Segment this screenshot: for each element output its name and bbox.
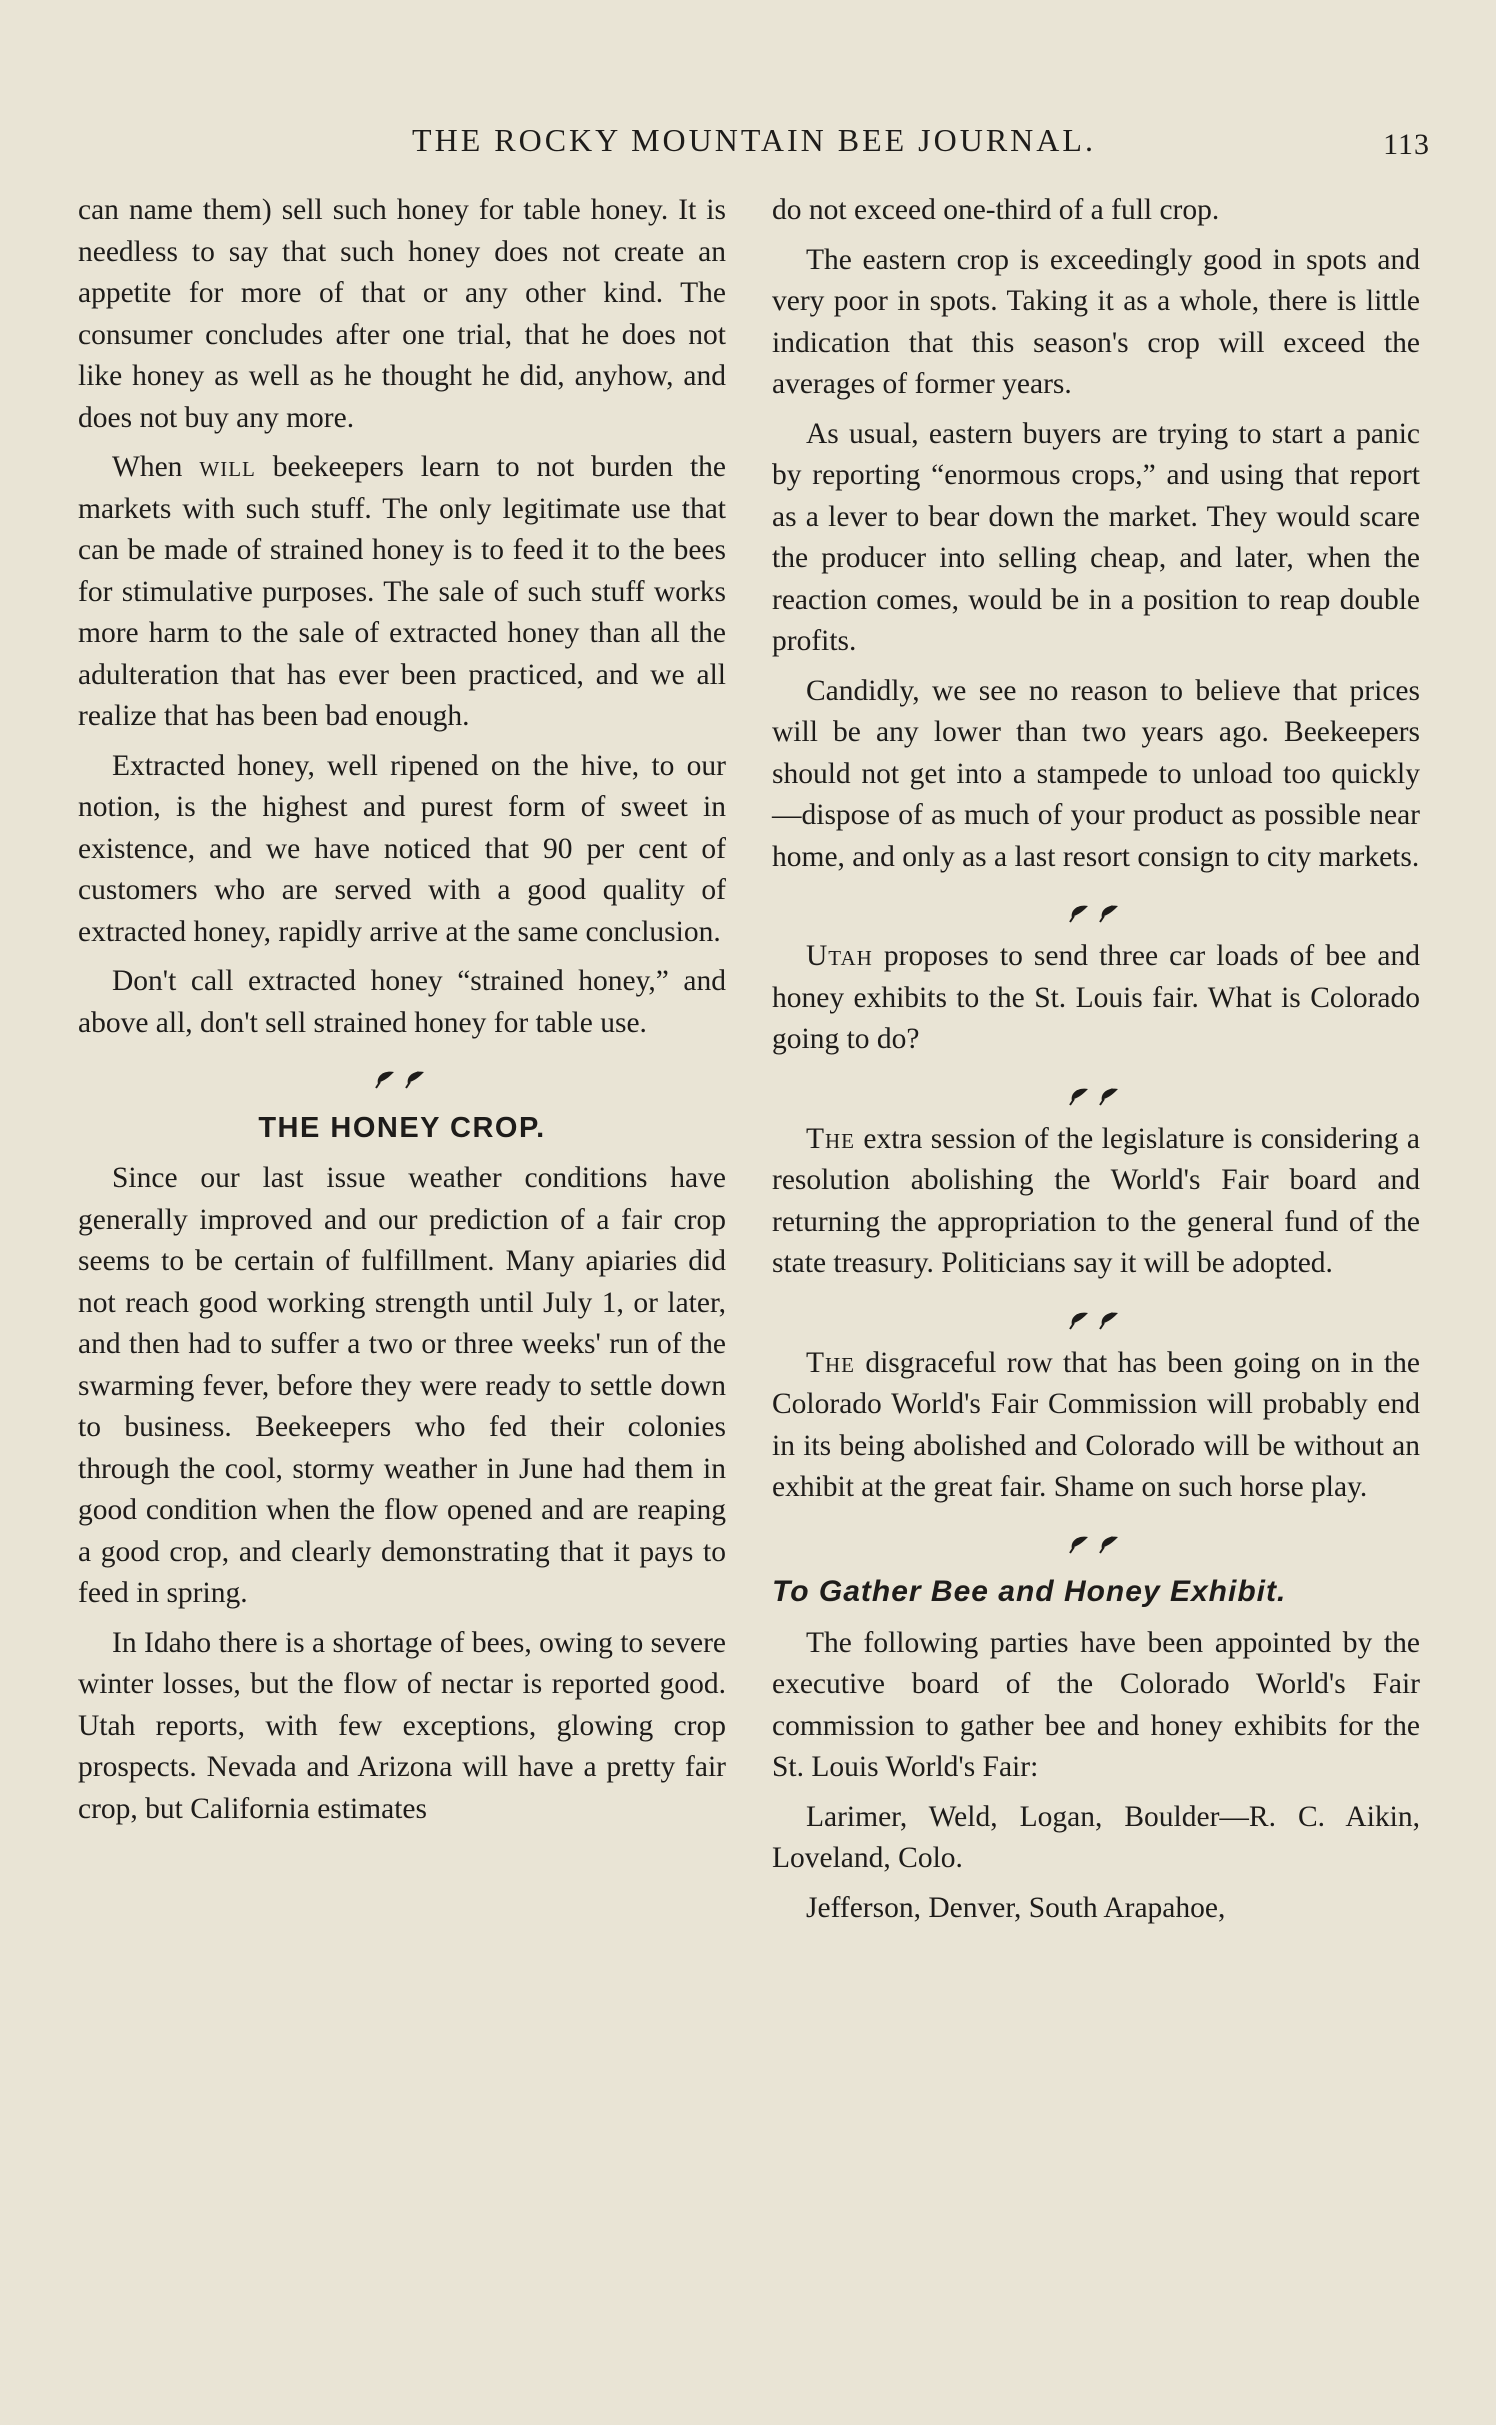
paragraph: Candidly, we see no reason to believe that prices will be any lower than two years ago. Beekeepers should not get into a stampede to unload too quickly—dispose of as much of your product as possible near home, and only as a last resort consign to city markets. xyxy=(772,674,1420,873)
paragraph-lead: When xyxy=(112,451,200,483)
ornament-divider xyxy=(78,1052,726,1102)
paragraph: can name them) sell such honey for table honey. It is needless to say that such honey does not create an appetite for more of that or any other kind. The consumer concludes after one trial, that he does not like honey as well as he thought he did, anyhow, and does not buy any more. xyxy=(78,194,726,434)
small-caps-word: The xyxy=(806,1122,856,1155)
leaf-ornament-icon xyxy=(1066,900,1126,924)
small-caps-word: The xyxy=(806,1346,856,1379)
left-column xyxy=(78,190,726,1838)
section-title: THE HONEY CROP. xyxy=(258,1112,546,1144)
paragraph xyxy=(772,1343,1420,1509)
small-caps-word: will xyxy=(199,451,256,483)
small-caps-word: Utah xyxy=(806,940,873,972)
leaf-ornament-icon xyxy=(372,1066,432,1090)
ornament-divider xyxy=(772,886,1420,936)
paragraph: The eastern crop is exceedingly good in spots and very poor in spots. Taking it as a whole, there is little indication that this season's crop will exceed the averages of former years. xyxy=(772,243,1420,400)
leaf-ornament-icon xyxy=(1066,1083,1126,1107)
paragraph xyxy=(772,1119,1420,1285)
paragraph: The following parties have been appointed by the executive board of the Colorado World's Fair commission to gather bee and honey exhibits for the St. Louis World's Fair: xyxy=(772,1626,1420,1783)
paragraph-text: disgraceful row that has been going on in the Colorado World's Fair Commission will probably end in its being abolished and Colorado will be without an exhibit at the great fair. Shame on such horse play. xyxy=(772,1346,1420,1503)
paragraph: Don't call extracted honey “strained honey,” and above all, don't sell strained honey for table use. xyxy=(78,965,726,1039)
right-column xyxy=(772,190,1420,1937)
ornament-divider xyxy=(772,1517,1420,1567)
paragraph-text: beekeepers learn to not burden the markets with such stuff. The only legitimate use that can be made of strained honey is to feed it to the bees for stimulative purposes. The sale of such stuff works more harm to the sale of extracted honey than all the adulteration that has ever been practiced, and we all realize that has been bad enough. xyxy=(78,451,727,732)
paragraph: do not exceed one-third of a full crop. xyxy=(772,194,1220,226)
paragraph-text: proposes to send three car loads of bee and honey exhibits to the St. Louis fair. What is Colorado going to do? xyxy=(772,940,1420,1055)
ornament-divider xyxy=(772,1069,1420,1119)
paragraph: Larimer, Weld, Logan, Boulder—R. C. Aikin, Loveland, Colo. xyxy=(772,1800,1420,1874)
paragraph xyxy=(772,936,1420,1061)
paragraph: In Idaho there is a shortage of bees, owing to severe winter losses, but the flow of nectar is reported good. Utah reports, with few exceptions, glowing crop prospects. Nevada and Arizona will have a pretty fair crop, but California estimates xyxy=(78,1626,726,1825)
paragraph: Jefferson, Denver, South Arapahoe, xyxy=(806,1891,1226,1924)
paragraph xyxy=(78,447,726,738)
paragraph-text: extra session of the legislature is considering a resolution abolishing the World's Fair board and returning the appropriation to the general fund of the state treasury. Politicians say it will be adopted. xyxy=(772,1122,1420,1279)
ornament-divider xyxy=(772,1293,1420,1343)
running-head: THE ROCKY MOUNTAIN BEE JOURNAL. xyxy=(412,122,1096,158)
page-number: 113 xyxy=(1383,128,1430,161)
paragraph: Extracted honey, well ripened on the hive, to our notion, is the highest and purest form of sweet in existence, and we have noticed that 90 per cent of customers who are served with a good quality of extracted honey, rapidly arrive at the same conclusion. xyxy=(78,749,726,948)
leaf-ornament-icon xyxy=(1066,1531,1126,1555)
subsection-title: To Gather Bee and Honey Exhibit. xyxy=(772,1574,1287,1608)
paragraph: As usual, eastern buyers are trying to start a panic by reporting “enormous crops,” and using that report as a lever to bear down the market. They would scare the producer into selling cheap, and later, when the reaction comes, would be in a position to reap double profits. xyxy=(772,417,1420,657)
page-header xyxy=(78,118,1430,168)
paragraph: Since our last issue weather conditions have generally improved and our prediction of a fair crop seems to be certain of fulfillment. Many apiaries did not reach good working strength until July 1, or later, and then had to suffer a two or three weeks' run of the swarming fever, before they were ready to settle down to business. Beekeepers who fed their colonies through the cool, stormy weather in June had them in good condition when the flow opened and are reaping a good crop, and clearly demonstrating that it pays to feed in spring. xyxy=(78,1162,726,1609)
leaf-ornament-icon xyxy=(1066,1307,1126,1331)
